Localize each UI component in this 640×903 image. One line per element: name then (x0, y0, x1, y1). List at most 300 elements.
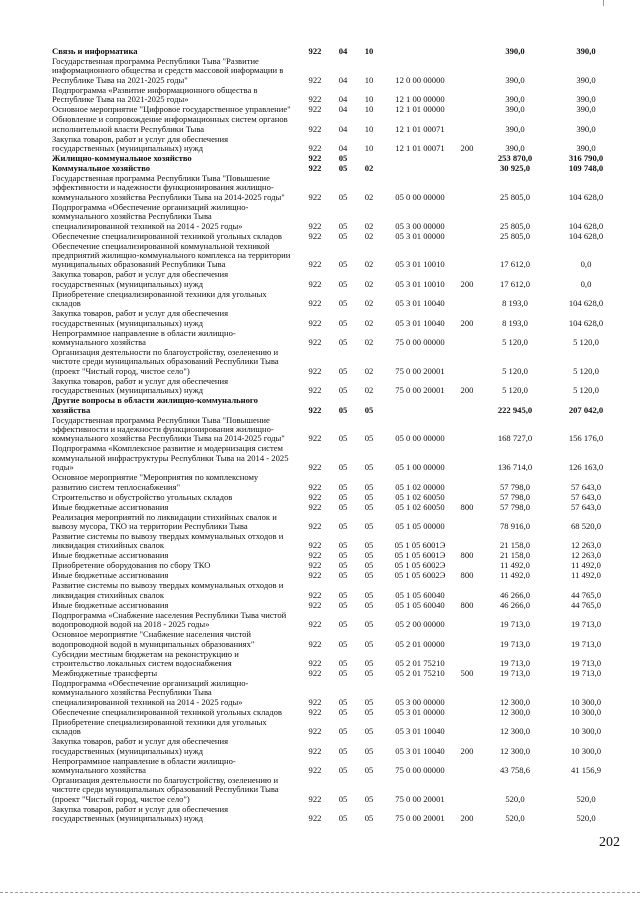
row-name-line: развитию систем теплоснабжения" (52, 481, 181, 492)
group-code: 922 (308, 94, 322, 105)
table-row (0, 86, 640, 105)
row-name (52, 377, 296, 396)
table-row (0, 444, 640, 472)
row-name (52, 57, 296, 85)
table-row (0, 561, 640, 570)
subsection-code: 05 (364, 813, 374, 824)
row-name-line: исполнительной власти Республики Тыва (52, 123, 205, 134)
table-row (0, 493, 640, 502)
amount-year1: 57 798,0 (499, 491, 531, 502)
subsection-code: 05 (364, 793, 374, 804)
row-name-line: Иные бюджетные ассигнования (52, 501, 169, 512)
amount-year2: 390,0 (576, 46, 596, 56)
section-code: 05 (338, 404, 348, 415)
amount-year1: 17 612,0 (499, 259, 531, 270)
row-name-line: коммунальной инфраструктуры Республики Тыва на 2014 - 2025 (52, 452, 289, 463)
subsection-code: 02 (364, 191, 374, 202)
target-article-code: 05 1 02 60050 (395, 501, 445, 512)
amount-year2: 44 765,0 (570, 599, 602, 610)
expense-type-code: 800 (460, 501, 474, 512)
row-name-line: (проект "Чистый город, чистое село") (52, 365, 190, 376)
group-code: 922 (308, 764, 322, 775)
row-name-line: ликвидация стихийных свалок (52, 589, 165, 600)
amount-year1: 11 492,0 (500, 560, 530, 571)
group-code: 922 (308, 74, 322, 85)
group-code: 922 (308, 336, 322, 347)
table-row (0, 416, 640, 444)
amount-year2: 156 176,0 (568, 433, 604, 444)
row-name-line: Подпрограмма «Обеспечение организаций жилищно- (52, 678, 249, 688)
row-name-line: государственных (муниципальных) нужд (52, 278, 204, 289)
row-name-line: Подпрограмма «Обеспечение организаций жилищно- (52, 201, 249, 212)
row-name-line: Закупка товаров, работ и услуг для обеспечения (52, 133, 229, 144)
table-row (0, 396, 640, 415)
subsection-code: 05 (364, 491, 374, 502)
row-name-line: Жилищно-коммунальное хозяйство (52, 153, 192, 163)
row-name-line: Реализация мероприятий по ликвидации стихийных свалок и (52, 511, 277, 522)
row-name-line: эффективности и надежности функционирования жилищно- (52, 182, 274, 193)
amount-year1: 21 158,0 (499, 540, 531, 551)
row-name (52, 329, 296, 348)
section-code: 05 (338, 365, 348, 376)
row-name-line: коммунального хозяйства Республики Тыва (52, 211, 212, 222)
row-name-line: (проект "Чистый город, чистое село") (52, 793, 190, 804)
row-name-line: Межбюджетные трансферты (52, 668, 158, 678)
table-row (0, 47, 640, 56)
section-code: 05 (338, 462, 348, 473)
subsection-code: 02 (364, 220, 374, 231)
row-name-line: коммунального хозяйства (52, 337, 146, 347)
group-code: 922 (308, 317, 322, 328)
target-article-code: 75 0 00 20001 (395, 365, 445, 376)
section-code: 05 (338, 298, 348, 309)
table-row (0, 203, 640, 231)
group-code: 922 (308, 385, 322, 396)
amount-year2: 10 300,0 (570, 706, 602, 717)
group-code: 922 (308, 142, 322, 153)
group-code: 922 (308, 365, 322, 376)
amount-year1: 43 758,6 (499, 764, 531, 775)
row-name-line: коммунального хозяйства Республики Тыва на 2014-2025 годы" (52, 433, 285, 444)
group-code: 922 (308, 481, 322, 492)
section-code: 04 (338, 46, 348, 56)
group-code: 922 (308, 540, 322, 551)
amount-year2: 126 163,0 (568, 462, 604, 473)
amount-year2: 19 713,0 (570, 619, 602, 630)
amount-year1: 25 805,0 (499, 191, 531, 202)
row-name (52, 805, 296, 824)
row-name-line: Основное мероприятие "Мероприятия по комплексному (52, 472, 259, 483)
row-name-line: Обеспечение специализированной техникой угольных складов (52, 230, 282, 241)
row-name-line: Подпрограмма «Комплексное развитие и модернизация систем (52, 443, 283, 454)
row-name (52, 174, 296, 202)
row-name-line: эффективности и надежности функционирования жилищно- (52, 424, 274, 434)
table-row (0, 757, 640, 776)
row-name (52, 396, 296, 415)
row-name-line: Коммунальное хозяйство (52, 163, 151, 173)
amount-year2: 390,0 (576, 104, 596, 115)
section-code: 04 (338, 94, 348, 105)
section-code: 05 (338, 813, 348, 824)
row-name (52, 757, 296, 776)
subsection-code: 05 (364, 726, 374, 737)
row-name (52, 270, 296, 289)
row-name-line: Республике Тыва на 2021-2025 годы» (52, 94, 189, 105)
subsection-code: 05 (364, 668, 374, 678)
group-code: 922 (308, 123, 322, 134)
amount-year1: 57 798,0 (499, 501, 531, 512)
section-code: 05 (338, 726, 348, 737)
row-name-line: хозяйства (52, 404, 91, 415)
section-code: 04 (338, 142, 348, 153)
section-code: 05 (338, 540, 348, 551)
row-name-line: специализированной техникой на 2014 - 2025 годы» (52, 220, 243, 231)
amount-year2: 19 713,0 (570, 638, 602, 649)
group-code: 922 (308, 599, 322, 610)
row-name (52, 503, 296, 512)
row-name (52, 571, 296, 580)
amount-year1: 12 300,0 (499, 706, 531, 717)
row-name (52, 561, 296, 570)
amount-year2: 44 765,0 (570, 589, 602, 600)
row-name-line: Приобретение оборудования по сбору ТКО (52, 560, 211, 571)
amount-year1: 5 120,0 (502, 336, 528, 347)
section-code: 05 (338, 793, 348, 804)
row-name (52, 86, 296, 105)
amount-year1: 390,0 (505, 104, 525, 115)
table-row (0, 174, 640, 202)
row-name-line: Закупка товаров, работ и услуг для обеспечения (52, 269, 229, 280)
amount-year2: 109 748,0 (568, 163, 604, 173)
row-name-line: Государственная программа Республики Тыва "Повышение (52, 173, 270, 183)
group-code: 922 (308, 706, 322, 717)
amount-year1: 30 925,0 (499, 163, 531, 173)
row-name (52, 493, 296, 502)
target-article-code: 05 3 01 10010 (395, 278, 445, 289)
expense-type-code: 200 (460, 813, 474, 824)
row-name (52, 581, 296, 600)
row-name-line: складов (52, 298, 81, 309)
section-code: 05 (338, 191, 348, 202)
amount-year2: 104 628,0 (568, 191, 604, 202)
amount-year2: 390,0 (576, 142, 596, 153)
table-row (0, 737, 640, 756)
scan-edge-line (0, 892, 640, 893)
group-code: 922 (308, 230, 322, 241)
table-row (0, 473, 640, 492)
row-name (52, 47, 296, 56)
row-name-line: государственных (муниципальных) нужд (52, 813, 204, 824)
group-code: 922 (308, 163, 322, 173)
group-code: 922 (308, 298, 322, 309)
amount-year1: 17 612,0 (499, 278, 531, 289)
expense-type-code: 200 (460, 278, 474, 289)
section-code: 05 (338, 385, 348, 396)
row-name-line: Основное мероприятие "Цифровое государственное управление" (52, 104, 291, 115)
row-name-line: государственных (муниципальных) нужд (52, 385, 204, 396)
target-article-code: 12 1 01 00071 (395, 142, 445, 153)
row-name-line: предприятий жилищно-коммунального комплекса на территории (52, 250, 291, 260)
amount-year2: 5 120,0 (573, 336, 599, 347)
row-name-line: Государственная программа Республики Тыва "Повышение (52, 414, 270, 425)
target-article-code: 05 3 01 00000 (395, 230, 445, 241)
section-code: 05 (338, 163, 348, 173)
table-row (0, 135, 640, 154)
expense-type-code: 200 (460, 142, 474, 153)
group-code: 922 (308, 46, 322, 56)
target-article-code: 05 2 01 75210 (395, 657, 445, 668)
table-row (0, 611, 640, 630)
target-article-code: 75 0 00 20001 (395, 793, 445, 804)
section-code: 05 (338, 706, 348, 717)
section-code: 05 (338, 619, 348, 630)
target-article-code: 75 0 00 00000 (395, 336, 445, 347)
row-name-line: Приобретение специализированной техники для угольных (52, 288, 267, 299)
amount-year1: 57 798,0 (499, 481, 531, 492)
subsection-code: 05 (364, 599, 374, 610)
table-row (0, 650, 640, 669)
group-code: 922 (308, 153, 322, 163)
amount-year2: 68 520,0 (570, 520, 602, 531)
subsection-code: 05 (364, 570, 374, 581)
amount-year1: 19 713,0 (499, 657, 531, 668)
subsection-code: 02 (364, 336, 374, 347)
amount-year1: 46 266,0 (499, 589, 531, 600)
subsection-code: 02 (364, 163, 374, 173)
amount-year2: 57 643,0 (570, 501, 602, 512)
target-article-code: 12 1 01 00000 (395, 104, 445, 115)
target-article-code: 05 1 05 6002Э (394, 570, 446, 581)
target-article-code: 05 3 01 10040 (395, 745, 445, 756)
section-code: 05 (338, 599, 348, 610)
section-code: 05 (338, 278, 348, 289)
amount-year1: 5 120,0 (502, 385, 528, 396)
row-name-line: муниципальных образований Республики Тыва (52, 259, 226, 270)
row-name (52, 309, 296, 328)
target-article-code: 05 2 01 00000 (395, 638, 445, 649)
section-code: 04 (338, 104, 348, 115)
row-name (52, 115, 296, 134)
amount-year1: 12 300,0 (499, 696, 531, 707)
table-row (0, 164, 640, 173)
target-article-code: 05 3 01 10040 (395, 317, 445, 328)
group-code: 922 (308, 793, 322, 804)
row-name-line: коммунального хозяйства Республики Тыва на 2014-2025 годы" (52, 191, 285, 202)
table-row (0, 329, 640, 348)
section-code: 05 (338, 657, 348, 668)
amount-year1: 8 193,0 (502, 317, 528, 328)
group-code: 922 (308, 220, 322, 231)
subsection-code: 05 (364, 560, 374, 571)
subsection-code: 05 (364, 462, 374, 473)
row-name-line: Обеспечение специализированной коммунальной техникой (52, 240, 270, 251)
amount-year1: 390,0 (505, 94, 525, 105)
row-name (52, 551, 296, 560)
table-row (0, 115, 640, 134)
page-number: 202 (599, 835, 620, 850)
row-name-line: Организация деятельности по благоустройству, озеленению и (52, 775, 279, 785)
amount-year2: 19 713,0 (570, 657, 602, 668)
amount-year2: 0,0 (580, 259, 592, 270)
row-name-line: Республике Тыва на 2021-2025 годы" (52, 74, 188, 85)
subsection-code: 05 (364, 589, 374, 600)
section-code: 05 (338, 570, 348, 581)
table-row (0, 776, 640, 804)
group-code: 922 (308, 491, 322, 502)
section-code: 05 (338, 764, 348, 775)
section-code: 04 (338, 123, 348, 134)
row-name (52, 650, 296, 669)
amount-year1: 21 158,0 (499, 550, 531, 561)
section-code: 05 (338, 501, 348, 512)
row-name-line: Организация деятельности по благоустройству, озеленению и (52, 347, 279, 357)
group-code: 922 (308, 745, 322, 756)
amount-year2: 10 300,0 (570, 726, 602, 737)
target-article-code: 05 3 01 10040 (395, 298, 445, 309)
section-code: 05 (338, 336, 348, 347)
amount-year1: 390,0 (505, 74, 525, 85)
amount-year2: 104 628,0 (568, 230, 604, 241)
target-article-code: 05 1 05 6001Э (394, 550, 446, 561)
expense-type-code: 800 (460, 550, 474, 561)
amount-year2: 41 156,9 (570, 764, 602, 775)
subsection-code: 02 (364, 278, 374, 289)
subsection-code: 05 (364, 404, 374, 415)
section-code: 05 (338, 696, 348, 707)
row-name-line: коммунального хозяйства (52, 765, 146, 775)
group-code: 922 (308, 404, 322, 415)
row-name-line: Иные бюджетные ассигнования (52, 550, 169, 561)
subsection-code: 05 (364, 619, 374, 630)
subsection-code: 05 (364, 540, 374, 551)
amount-year1: 12 300,0 (499, 726, 531, 737)
amount-year1: 520,0 (505, 793, 525, 804)
row-name (52, 444, 296, 472)
subsection-code: 05 (364, 638, 374, 649)
group-code: 922 (308, 726, 322, 737)
amount-year2: 520,0 (576, 813, 596, 824)
group-code: 922 (308, 191, 322, 202)
amount-year1: 390,0 (505, 46, 525, 56)
row-name-line: Подпрограмма «Развитие информационного общества в (52, 84, 258, 95)
row-name-line: строительство локальных систем водоснабжения (52, 658, 232, 668)
target-article-code: 12 1 01 00071 (395, 123, 445, 134)
expense-type-code: 200 (460, 745, 474, 756)
row-name (52, 242, 296, 270)
section-code: 05 (338, 668, 348, 678)
group-code: 922 (308, 501, 322, 512)
row-name-line: Иные бюджетные ассигнования (52, 570, 169, 581)
amount-year2: 57 643,0 (570, 481, 602, 492)
subsection-code: 05 (364, 433, 374, 444)
table-row (0, 309, 640, 328)
amount-year2: 11 492,0 (571, 560, 601, 571)
group-code: 922 (308, 638, 322, 649)
row-name-line: Приобретение специализированной техники для угольных (52, 716, 267, 727)
row-name-line: водопроводной водой в муниципальных образованиях" (52, 638, 255, 649)
amount-year1: 222 945,0 (497, 404, 533, 415)
subsection-code: 10 (364, 142, 374, 153)
table-row (0, 581, 640, 600)
group-code: 922 (308, 462, 322, 473)
table-row (0, 154, 640, 163)
row-name-line: Субсидии местным бюджетам на реконструкцию и (52, 648, 239, 659)
amount-year2: 316 790,0 (568, 153, 604, 163)
table-row (0, 708, 640, 717)
table-row (0, 242, 640, 270)
subsection-code: 10 (364, 46, 374, 56)
target-article-code: 05 1 05 60040 (395, 599, 445, 610)
row-name (52, 532, 296, 551)
row-name-line: Закупка товаров, работ и услуг для обеспечения (52, 736, 229, 747)
section-code: 05 (338, 550, 348, 561)
row-name-line: Государственная программа Республики Тыва "Развитие (52, 56, 259, 66)
target-article-code: 12 0 00 00000 (395, 74, 445, 85)
row-name (52, 135, 296, 154)
subsection-code: 02 (364, 259, 374, 270)
row-name-line: складов (52, 726, 81, 737)
subsection-code: 02 (364, 317, 374, 328)
row-name-line: Связь и информатика (52, 46, 138, 56)
target-article-code: 05 0 00 00000 (395, 433, 445, 444)
target-article-code: 05 0 00 00000 (395, 191, 445, 202)
table-row (0, 270, 640, 289)
group-code: 922 (308, 520, 322, 531)
subsection-code: 05 (364, 550, 374, 561)
amount-year1: 168 727,0 (497, 433, 533, 444)
row-name-line: информационного общества и средств массовой информации в (52, 65, 284, 76)
section-code: 05 (338, 481, 348, 492)
subsection-code: 02 (364, 365, 374, 376)
amount-year2: 390,0 (576, 123, 596, 134)
table-row (0, 532, 640, 551)
group-code: 922 (308, 696, 322, 707)
row-name-line: Обеспечение специализированной техникой угольных складов (52, 706, 282, 717)
expense-type-code: 800 (460, 599, 474, 610)
amount-year2: 104 628,0 (568, 298, 604, 309)
amount-year2: 5 120,0 (573, 365, 599, 376)
amount-year1: 19 713,0 (499, 668, 531, 678)
amount-year2: 57 643,0 (570, 491, 602, 502)
group-code: 922 (308, 619, 322, 630)
row-name-line: водопроводной водой на 2018 - 2025 годы» (52, 619, 210, 630)
group-code: 922 (308, 589, 322, 600)
amount-year2: 10 300,0 (570, 696, 602, 707)
group-code: 922 (308, 668, 322, 678)
section-code: 05 (338, 589, 348, 600)
row-name-line: Подпрограмма «Снабжение населения Республики Тыва чистой (52, 609, 287, 620)
amount-year2: 104 628,0 (568, 317, 604, 328)
amount-year2: 11 492,0 (571, 570, 601, 581)
row-name (52, 776, 296, 804)
section-code: 05 (338, 153, 348, 163)
amount-year2: 12 263,0 (570, 550, 602, 561)
row-name (52, 718, 296, 737)
amount-year2: 19 713,0 (570, 668, 602, 678)
section-code: 05 (338, 560, 348, 571)
subsection-code: 05 (364, 764, 374, 775)
table-row (0, 57, 640, 85)
row-name-line: коммунального хозяйства Республики Тыва (52, 687, 212, 698)
table-row (0, 805, 640, 824)
target-article-code: 05 3 01 00000 (395, 706, 445, 717)
section-code: 05 (338, 220, 348, 231)
row-name-line: Закупка товаров, работ и услуг для обеспечения (52, 375, 229, 386)
row-name-line: Непрограммное направление в области жилищно- (52, 327, 236, 338)
table-row (0, 503, 640, 512)
amount-year1: 19 713,0 (499, 619, 531, 630)
target-article-code: 05 1 05 60040 (395, 589, 445, 600)
